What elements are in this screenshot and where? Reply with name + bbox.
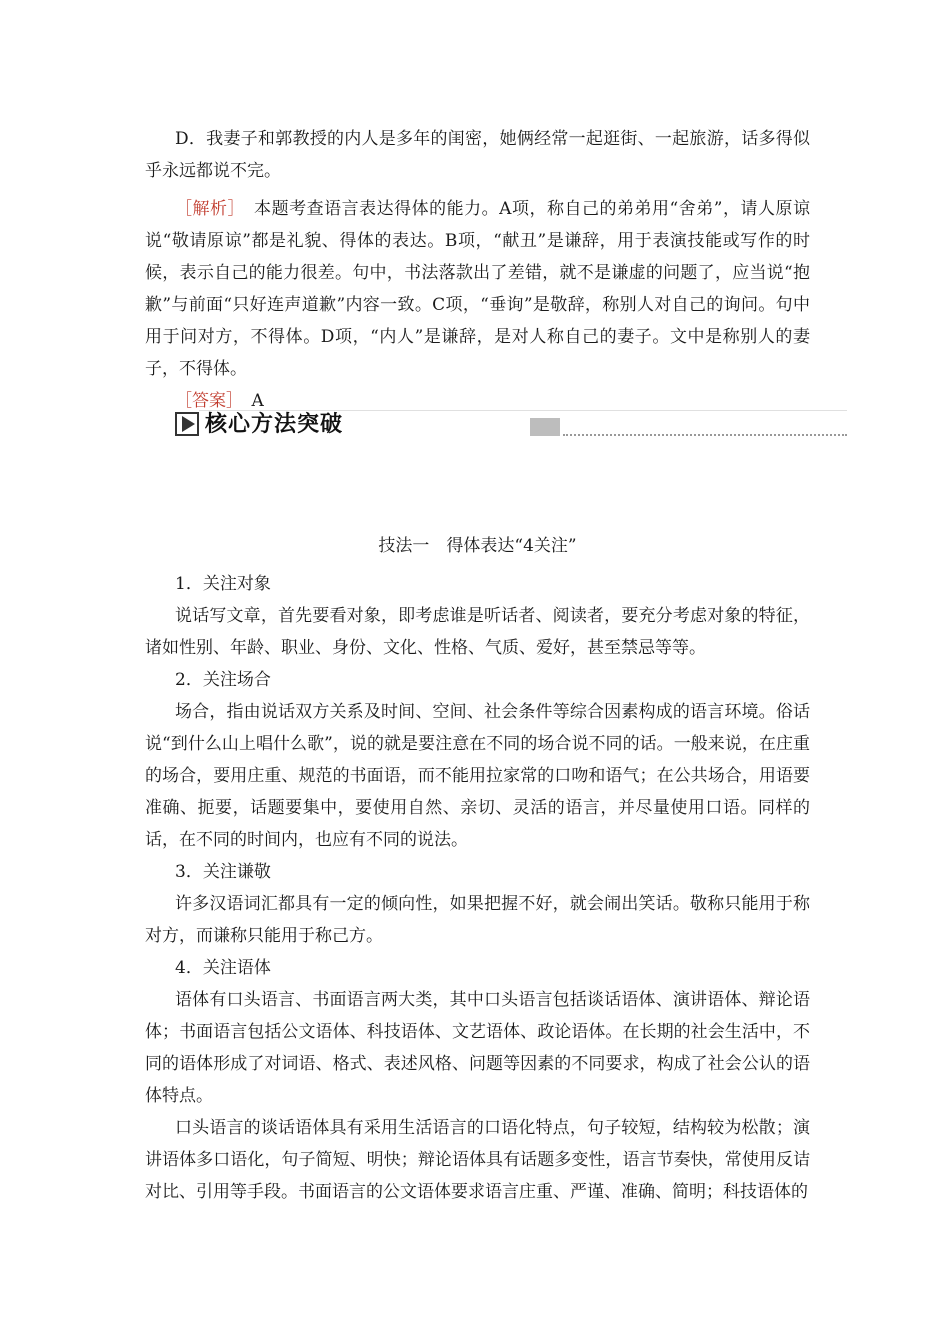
banner-dotted-rule <box>563 434 847 436</box>
item-paragraph: 说话写文章，首先要看对象，即考虑谁是听话者、阅读者，要充分考虑对象的特征，诸如性别、年龄、职业、身份、文化、性格、气质、爱好，甚至禁忌等等。 <box>145 606 810 658</box>
item-heading: 2．关注场合 <box>175 670 271 690</box>
item-paragraph: 语体有口头语言、书面语言两大类，其中口头语言包括谈话语体、演讲语体、辩论语体；书面语言包括公文语体、科技语体、文艺语体、政论语体。在长期的社会生活中，不同的语体形成了对词语、格式、表述风格、问题等因素的不同要求，构成了社会公认的语体特点。 <box>145 990 810 1106</box>
banner-title: 核心方法突破 <box>205 412 344 437</box>
analysis-tag: ［解析］ <box>175 199 237 219</box>
banner-gray-block <box>530 418 560 436</box>
answer-tag: ［答案］ <box>175 391 235 411</box>
analysis-block <box>145 123 810 417</box>
item-heading: 3．关注谦敬 <box>175 862 271 882</box>
item-paragraph: 许多汉语词汇都具有一定的倾向性，如果把握不好，就会闹出笑话。敬称只能用于称对方，而谦称只能用于称己方。 <box>145 894 810 946</box>
section-banner <box>175 410 847 440</box>
item-paragraph: 场合，指由说话双方关系及时间、空间、社会条件等综合因素构成的语言环境。俗话说“到什么山上唱什么歌”，说的就是要注意在不同的场合说不同的话。一般来说，在庄重的场合，要用庄重、规范的书面语，而不能用拉家常的口吻和语气；在公共场合，用语要准确、扼要，话题要集中，要使用自然、亲切、灵活的语言，并尽量使用口语。同样的话，在不同的时间内，也应有不同的说法。 <box>145 702 810 850</box>
item-paragraph: 口头语言的谈话语体具有采用生活语言的口语化特点，句子较短，结构较为松散；演讲语体多口语化，句子简短、明快；辩论语体具有话题多变性，语言节奏快，常使用反诘对比、引用等手段。书面语言的公文语体要求语言庄重、严谨、准确、简明；科技语体的 <box>145 1118 810 1202</box>
analysis-text: 本题考查语言表达得体的能力。A项，称自己的弟弟用“舍弟”，请人原谅说“敬请原谅”都是礼貌、得体的表达。B项，“献丑”是谦辞，用于表演技能或写作的时候，表示自己的能力很差。句中，书法落款出了差错，就不是谦虚的问题了，应当说“抱歉”与前面“只好连声道歉”内容一致。C项，“垂询”是敬辞，称别人对自己的询问。句中用于问对方，不得体。D项，“内人”是谦辞，是对人称自己的妻子。文中是称别人的妻子，不得体。 <box>145 199 810 379</box>
analysis-paragraph <box>145 193 810 385</box>
play-arrow-icon <box>175 412 199 436</box>
section-body <box>145 568 810 1208</box>
option-d: D．我妻子和郭教授的内人是多年的闺密，她俩经常一起逛街、一起旅游，话多得似乎永远都说不完。 <box>145 129 810 181</box>
item-heading: 4．关注语体 <box>175 958 271 978</box>
answer-text: A <box>234 391 264 411</box>
item-heading: 1．关注对象 <box>175 574 271 594</box>
section-title: 技法一 得体表达“4关注” <box>378 536 577 556</box>
